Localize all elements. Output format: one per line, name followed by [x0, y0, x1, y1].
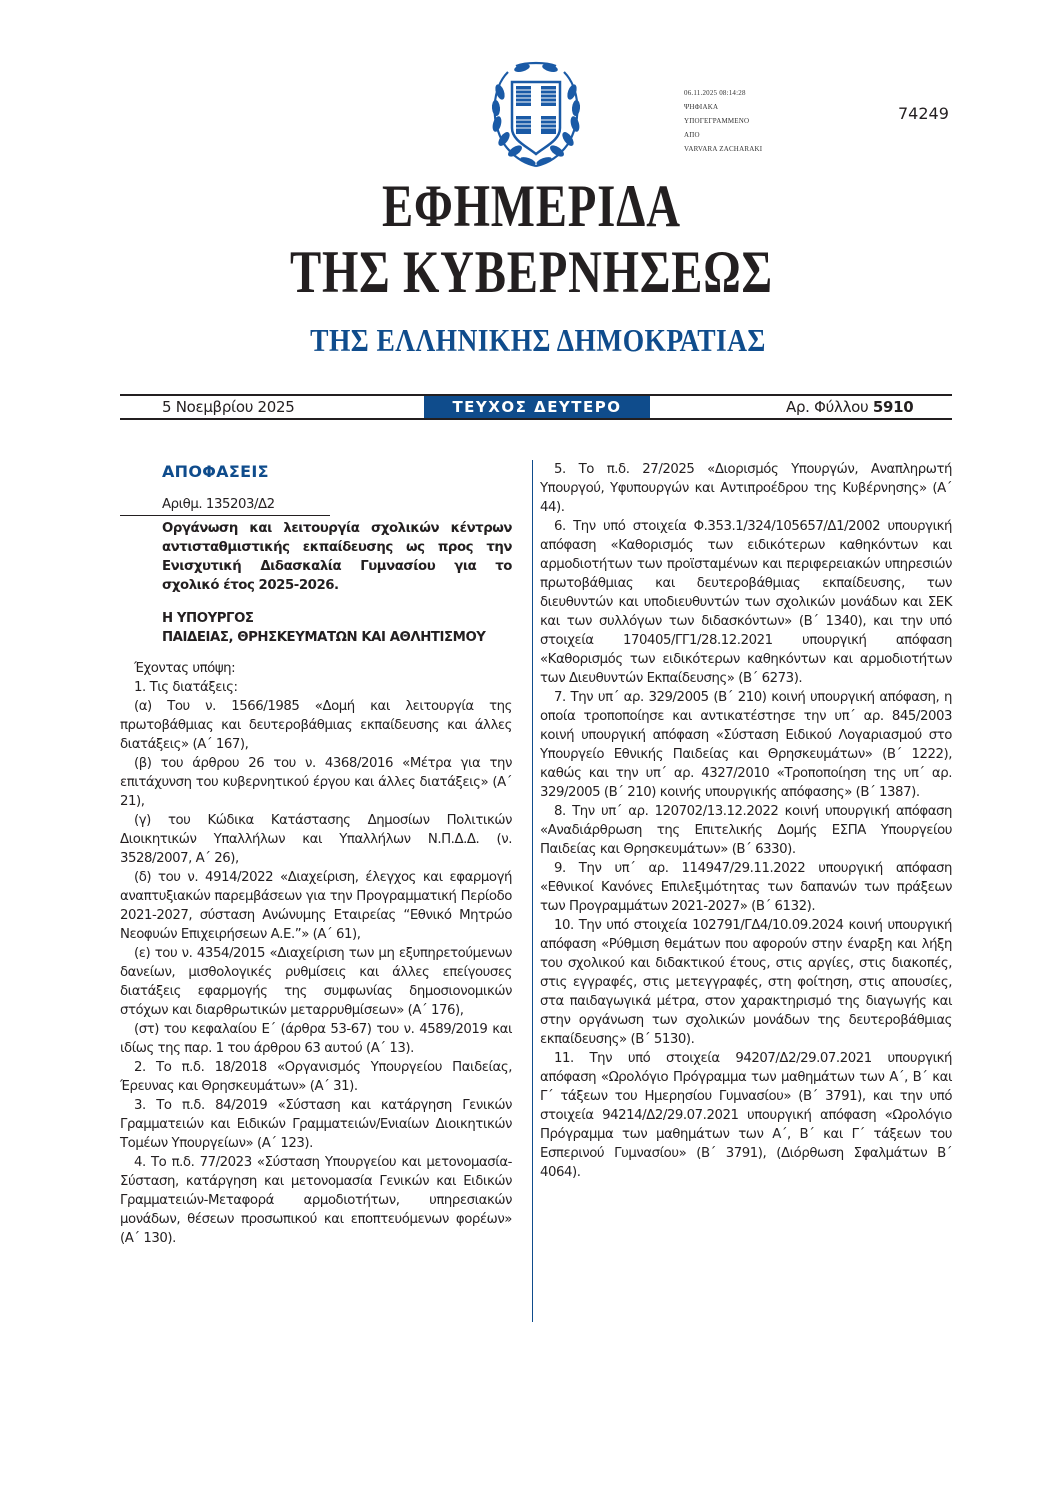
paragraph: 6. Την υπό στοιχεία Φ.353.1/324/105657/Δ1/2002 υπουργική απόφαση «Καθορισμός των ειδικότερων καθηκόντων και αρμοδιοτήτων των προϊσταμένων και περιφερειακών υπηρεσιών πρωτοβάθμιας και δευτεροβάθμιας εκπαίδευσης, των διευθυντών και υποδιευθυντών των σχολικών μονάδων και ΣΕΚ και των συλλόγων των διδασκόντων» (Β΄ 1340), και την υπό στοιχεία 170405/ΓΓ1/28.12.2021 υπουργική απόφαση «Καθορισμός των ειδικότερων καθηκόντων και αρμοδιοτήτων των Διευθυντών Εκπαίδευσης» (Β΄ 6273).	[540, 519, 952, 686]
gazette-subtitle: ΤΗΣ ΕΛΛΗΝΙΚΗΣ ΔΗΜΟΚΡΑΤΙΑΣ	[310, 322, 766, 358]
issue-bar-bottom-rule	[120, 418, 952, 420]
sheet-number	[786, 397, 913, 417]
gazette-title-line1: ΕΦΗΜΕΡΙΔΑ	[382, 173, 681, 239]
left-column	[120, 462, 512, 1248]
decision-title: Οργάνωση και λειτουργία σχολικών κέντρων αντισταθμιστικής εκπαίδευσης ως προς την Ενισχυτική Διδασκαλία Γυμνασίου για το σχολικό έτος 2025-2026.	[162, 521, 512, 593]
section-heading: ΑΠΟΦΑΣΕΙΣ	[162, 462, 269, 481]
digital-signature-stamp	[684, 86, 762, 156]
decision-number: Αριθμ. 135203/Δ2	[162, 497, 275, 512]
signature-line: ΨΗΦΙΑΚΑ	[684, 103, 719, 111]
minister-title: Η ΥΠΟΥΡΓΟΣ	[162, 611, 254, 626]
paragraph: 3. Το π.δ. 84/2019 «Σύσταση και κατάργηση Γενικών Γραμματειών και Ειδικών Γραμματειών/Ενιαίων Διοικητικών Τομέων Υπουργείων» (Α΄ 123).	[120, 1098, 512, 1151]
paragraph: 9. Την υπ΄ αρ. 114947/29.11.2022 υπουργική απόφαση «Εθνικοί Κανόνες Επιλεξιμότητας των δαπανών των πράξεων των Προγραμμάτων 2021-2027» (Β΄ 6132).	[540, 861, 952, 914]
paragraph: 8. Την υπ΄ αρ. 120702/13.12.2022 κοινή υπουργική απόφαση «Αναδιάρθρωση της Επιτελικής Δομής ΕΣΠΑ Υπουργείου Παιδείας και Θρησκευμάτων» (Β΄ 6330).	[540, 804, 952, 857]
paragraph: 10. Την υπό στοιχεία 102791/ΓΔ4/10.09.2024 κοινή υπουργική απόφαση «Ρύθμιση θεμάτων που αφορούν στην έναρξη και λήξη του σχολικού και διδακτικού έτους, στις αργίες, στις διακοπές, στις εγγραφές, στις μετεγγραφές, στη φοίτηση, στις απουσίες, στα παιδαγωγικά μέτρα, στον χαρακτηρισμό της διαγωγής και στην οργάνωση των σχολικών μονάδων της δευτεροβάθμιας εκπαίδευσης» (Β΄ 5130).	[540, 918, 952, 1047]
paragraph: 4. Το π.δ. 77/2023 «Σύσταση Υπουργείου και μετονομασία-Σύσταση, κατάργηση και μετονομασία Γενικών και Ειδικών Γραμματειών-Μεταφορά αρμοδιοτήτων, υπηρεσιακών μονάδων, θέσεων προσωπικού και εποπτευόμενων φορέων» (Α΄ 130).	[120, 1155, 512, 1246]
paragraph: (ε) του ν. 4354/2015 «Διαχείριση των μη εξυπηρετούμενων δανείων, μισθολογικές ρυθμίσεις και άλλες επείγουσες διατάξεις εφαρμογής της συμφωνίας δημοσιονομικών στόχων και διαρθρωτικών μεταρρυθμίσεων» (Α΄ 176),	[120, 946, 512, 1018]
signature-signer: VARVARA ZACHARAKI	[684, 145, 763, 153]
paragraph: (α) Του ν. 1566/1985 «Δομή και λειτουργία της πρωτοβάθμιας και δευτεροβάθμιας εκπαίδευσης και άλλες διατάξεις» (Α΄ 167),	[120, 699, 512, 752]
minister-heading	[162, 609, 512, 647]
paragraph: 5. Το π.δ. 27/2025 «Διορισμός Υπουργών, Αναπληρωτή Υπουργού, Υφυπουργών και Αντιπροέδρου της Κυβέρνησης» (Α΄ 44).	[540, 462, 952, 515]
paragraph: 7. Την υπ΄ αρ. 329/2005 (Β΄ 210) κοινή υπουργική απόφαση, η οποία τροποποίησε και αντικατέστησε την υπ΄ αρ. 845/2003 κοινή υπουργική απόφαση «Σύσταση Ειδικού Λογαριασμού στο Υπουργείο Εθνικής Παιδείας και Θρησκευμάτων» (Β΄ 1222), καθώς και την υπ΄ αρ. 4327/2010 «Τροποποίηση της υπ΄ αρ. 329/2005 (Β΄ 210) κοινής υπουργικής απόφασης» (Β΄ 1387).	[540, 690, 952, 800]
greek-coat-of-arms-icon	[486, 58, 586, 170]
paragraph: (δ) του ν. 4914/2022 «Διαχείριση, έλεγχος και εφαρμογή αναπτυξιακών παρεμβάσεων για την Προγραμματική Περίοδο 2021-2027, σύσταση Ανώνυμης Εταιρείας “Εθνικό Μητρώο Νεοφυών Επιχειρήσεων Α.Ε.”» (Α΄ 61),	[120, 870, 512, 942]
issue-date: 5 Νοεμβρίου 2025	[162, 398, 295, 416]
paragraph: (γ) του Κώδικα Κατάστασης Δημοσίων Πολιτικών Διοικητικών Υπαλλήλων και Υπαλλήλων Ν.Π.Δ.Δ. (ν. 3528/2007, Α΄ 26),	[120, 813, 512, 866]
signature-timestamp: 06.11.2025 08:14:28	[684, 89, 746, 97]
paragraph: 1. Τις διατάξεις:	[134, 680, 238, 695]
paragraph: 2. Το π.δ. 18/2018 «Οργανισμός Υπουργείου Παιδείας, Έρευνας και Θρησκευμάτων» (Α΄ 31).	[120, 1060, 512, 1094]
issue-type-band: ΤΕΥΧΟΣ ΔΕΥΤΕΡΟ	[424, 396, 650, 418]
paragraph: (β) του άρθρου 26 του ν. 4368/2016 «Μέτρα για την επιτάχυνση του κυβερνητικού έργου και άλλες διατάξεις» (Α΄ 21),	[120, 756, 512, 809]
ministry-name: ΠΑΙΔΕΙΑΣ, ΘΡΗΣΚΕΥΜΑΤΩΝ ΚΑΙ ΑΘΛΗΤΙΣΜΟΥ	[162, 630, 486, 645]
gazette-title-line2: ΤΗΣ ΚΥΒΕΡΝΗΣΕΩΣ	[289, 239, 773, 305]
right-column	[540, 460, 952, 1182]
paragraph: (στ) του κεφαλαίου Ε΄ (άρθρα 53-67) του ν. 4589/2019 και ιδίως της παρ. 1 του άρθρου 63 αυτού (Α΄ 13).	[120, 1022, 512, 1056]
signature-line: ΑΠΟ	[684, 131, 700, 139]
page-number: 74249	[898, 104, 949, 123]
paragraph: 11. Την υπό στοιχεία 94207/Δ2/29.07.2021 υπουργική απόφαση «Ωρολόγιο Πρόγραμμα των μαθημάτων των Α΄, Β΄ και Γ΄ τάξεων του Ημερησίου Γυμνασίου» (Β΄ 3791), και την υπό στοιχεία 94214/Δ2/29.07.2021 υπουργική απόφαση «Ωρολόγιο Πρόγραμμα των μαθημάτων των Α΄, Β΄ και Γ΄ τάξεων του Εσπερινού Γυμνασίου» (Β΄ 3791), (Διόρθωση Σφαλμάτων Β΄ 4064).	[540, 1051, 952, 1180]
paragraph: Έχοντας υπόψη:	[134, 661, 236, 676]
sheet-number-value: 5910	[872, 398, 914, 416]
decision-number-rule	[120, 515, 330, 516]
column-divider	[532, 460, 533, 1322]
signature-line: ΥΠΟΓΕΓΡΑΜΜΕΝΟ	[684, 117, 750, 125]
sheet-number-label: Αρ. Φύλλου	[786, 398, 873, 416]
